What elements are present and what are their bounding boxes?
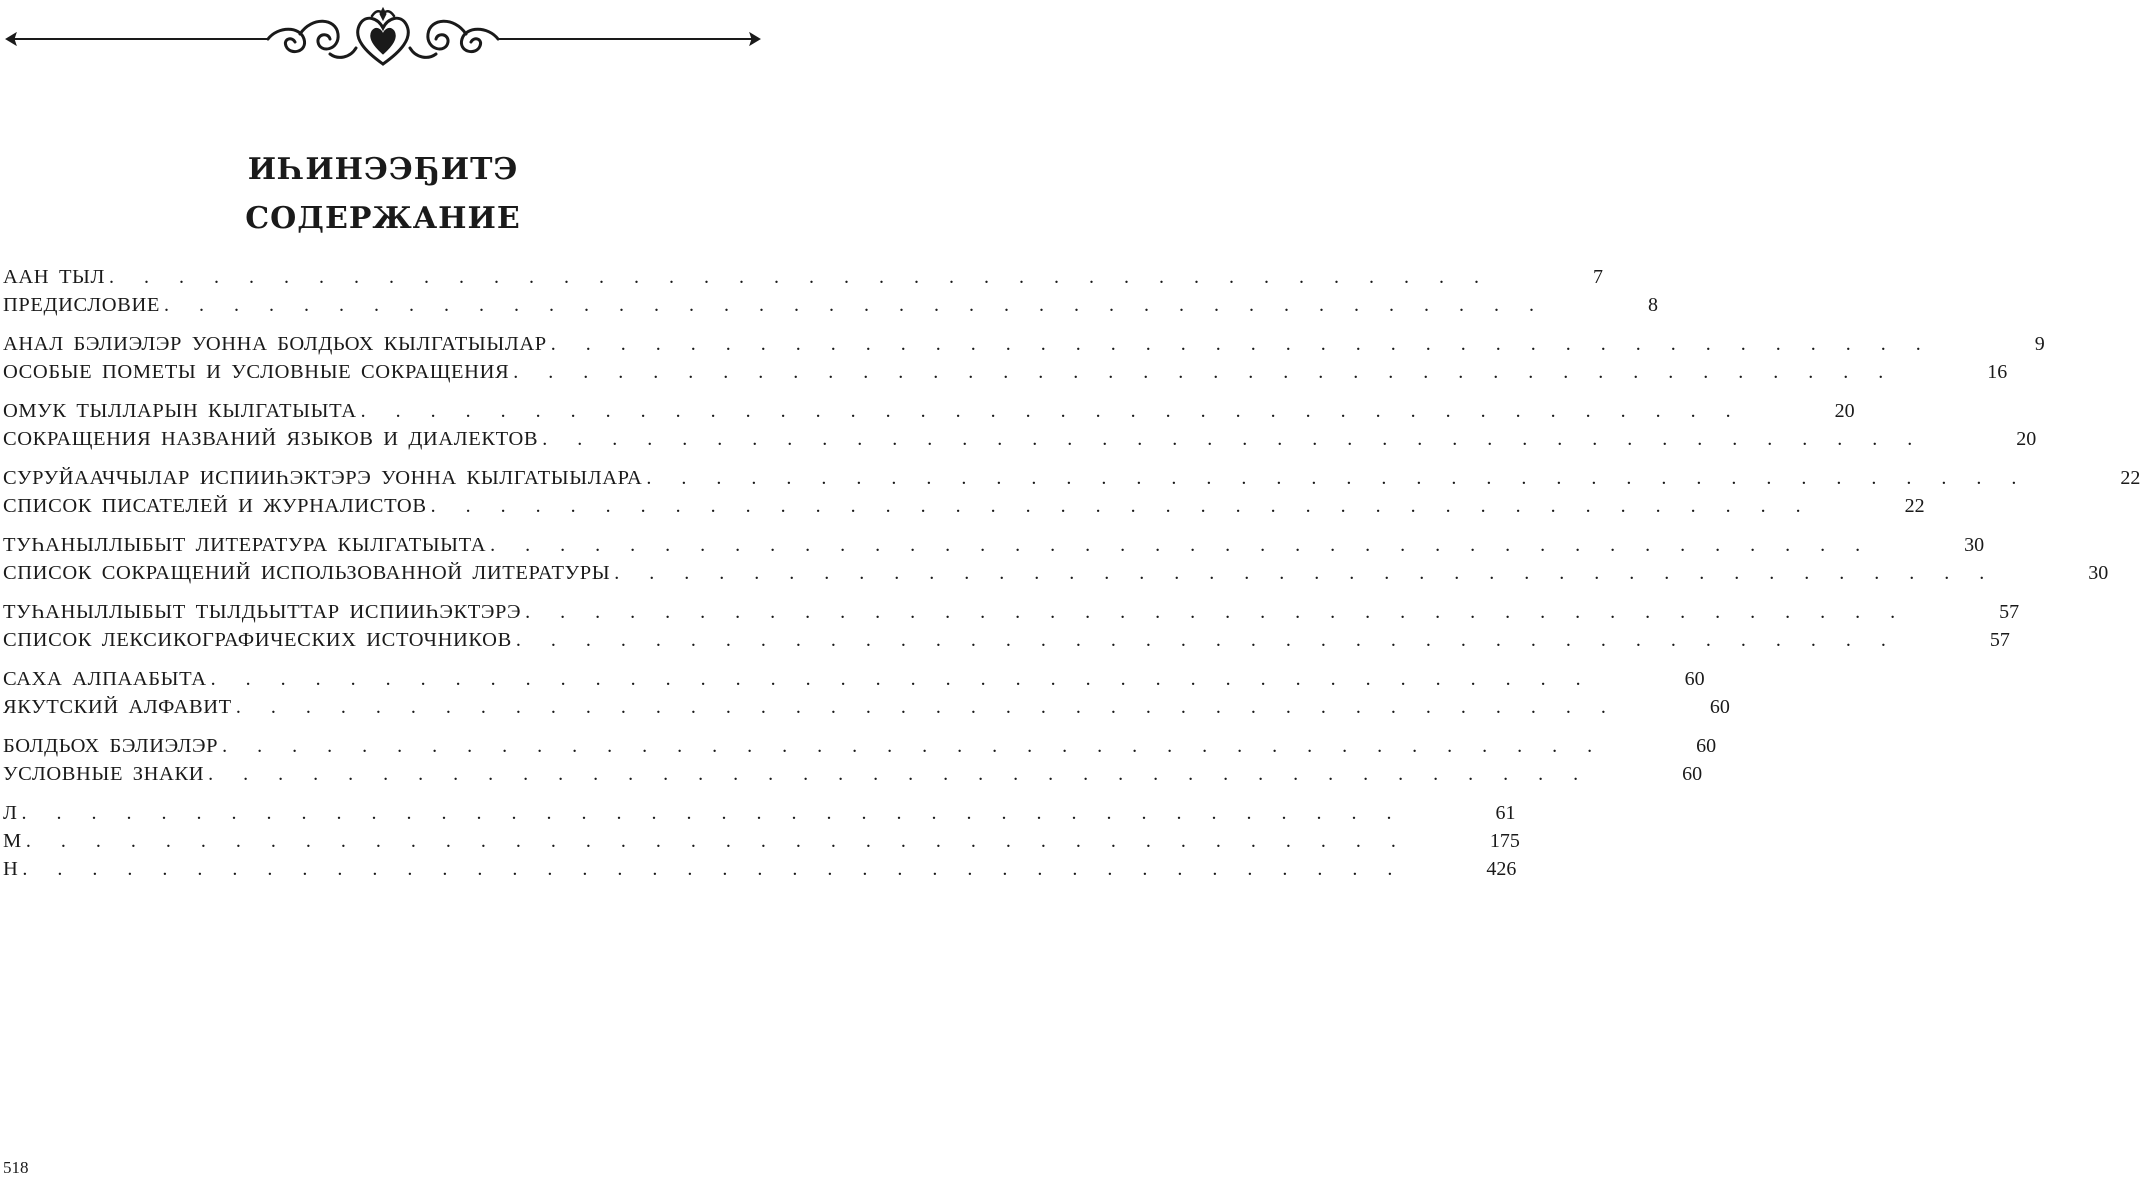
toc-entry (3, 855, 1517, 883)
page-title-sakha: ИҺИНЭЭҔИТЭ (247, 152, 519, 187)
toc-entry-title: ТУҺАНЫЛЛЫБЫТ ТЫЛДЬЫТТАР ИСПИИҺЭКТЭРЭ (3, 601, 522, 623)
toc-entry-title: ТУҺАНЫЛЛЫБЫТ ЛИТЕРАТУРА КЫЛГАТЫЫТА (3, 534, 487, 556)
toc-entry-page: 57 (1989, 629, 2010, 651)
toc-entry-title: СОКРАЩЕНИЯ НАЗВАНИЙ ЯЗЫКОВ И ДИАЛЕКТОВ (3, 428, 539, 450)
toc-entry-title: ААН ТЫЛ (3, 266, 106, 288)
toc-group (3, 263, 1658, 319)
toc-entry-title: М (3, 830, 22, 852)
dot-leader: . . . . . . . . . . . . . . . . . . . . . . . . . . . . . . . . . . . . . . . . (164, 294, 1564, 316)
toc-entry-title: СПИСОК ЛЕКСИКОГРАФИЧЕСКИХ ИСТОЧНИКОВ (3, 629, 512, 651)
toc-entry-page: 60 (1696, 735, 1717, 757)
dot-leader: . . . . . . . . . . . . . . . . . . . . . . . . . . . . . . . . . . . . . . . . (542, 428, 1943, 450)
dot-leader: . . . . . . . . . . . . . . . . . . . . . . . . . . . . . . . . . . . . . . . . (109, 266, 1510, 288)
toc-entry-title: СПИСОК СОКРАЩЕНИЙ ИСПОЛЬЗОВАННОЙ ЛИТЕРАТУРЫ (3, 562, 611, 584)
toc-entry (3, 425, 2037, 453)
toc-entry (3, 626, 2010, 654)
toc-entry (3, 559, 2109, 587)
toc-entry (3, 291, 1658, 319)
table-of-contents (3, 263, 2140, 894)
toc-entry (3, 827, 1520, 855)
dot-leader: . . . . . . . . . . . . . . . . . . . . . . . . . . . . . . . . . . . . . . . . (515, 629, 1916, 651)
toc-entry-title: СУРУЙААЧЧЫЛАР ИСПИИҺЭКТЭРЭ УОННА КЫЛГАТЫЫЛАРА (3, 467, 643, 489)
toc-entry (3, 492, 1925, 520)
toc-entry-page: 30 (2088, 562, 2109, 584)
dot-leader: . . . . . . . . . . . . . . . . . . . . . . . . . . . . . . . . . . . . . . . . (430, 495, 1831, 517)
dot-leader: . . . . . . . . . . . . . . . . . . . . . . . . . . . . . . . . . . . . . . . . (222, 735, 1623, 757)
toc-group (3, 665, 1730, 721)
dot-leader: . . . . . . . . . . . . . . . . . . . . . . . . . . . . . . . . . . . . . . . . (525, 601, 1926, 623)
dot-leader: . . . . . . . . . . . . . . . . . . . . . . . . . . . . . . . . . . . . . . . . (360, 400, 1761, 422)
toc-entry (3, 799, 1516, 827)
toc-entry (3, 531, 1985, 559)
toc-entry (3, 397, 1855, 425)
toc-entry-title: ОМУК ТЫЛЛАРЫН КЫЛГАТЫЫТА (3, 400, 357, 422)
dot-leader: . . . . . . . . . . . . . . . . . . . . . . . . . . . . . . . . . . . . . . . . (25, 830, 1426, 852)
toc-entry-page: 57 (1999, 601, 2020, 623)
page-title-russian: СОДЕРЖАНИЕ (245, 201, 521, 236)
toc-entry-title: ЯКУТСКИЙ АЛФАВИТ (3, 696, 232, 718)
toc-entry-page: 30 (1964, 534, 1985, 556)
dot-leader: . . . . . . . . . . . . . . . . . . . . . . . . . . . . . . . . . . . . . . . . (210, 668, 1611, 690)
toc-entry (3, 598, 2020, 626)
toc-group (3, 598, 2020, 654)
toc-entry-page: 8 (1648, 294, 1658, 316)
page-number: 518 (3, 1158, 29, 1177)
toc-entry-page: 20 (2016, 428, 2037, 450)
toc-entry-page: 60 (1682, 763, 1703, 785)
toc-entry-page: 22 (2120, 467, 2140, 489)
dot-leader: . . . . . . . . . . . . . . . . . . . . . . . . . . . . . . . . . . . . . . . . (22, 858, 1423, 880)
toc-entry-page: 20 (1834, 400, 1855, 422)
dot-leader: . . . . . . . . . . . . . . . . . . . . . . . . . . . . . . . . . . . . . . . . (646, 467, 2047, 489)
toc-entry-title: Л (3, 802, 18, 824)
toc-entry-page: 60 (1684, 668, 1705, 690)
toc-group (3, 531, 2109, 587)
toc-entry-page: 61 (1495, 802, 1516, 824)
dot-leader: . . . . . . . . . . . . . . . . . . . . . . . . . . . . . . . . . . . . . . . . (550, 333, 1951, 355)
toc-group (3, 732, 1717, 788)
toc-group (3, 464, 2140, 520)
toc-entry-page: 22 (1904, 495, 1925, 517)
floral-ornament-icon (0, 4, 766, 70)
dot-leader: . . . . . . . . . . . . . . . . . . . . . . . . . . . . . . . . . . . . . . . . (614, 562, 2015, 584)
toc-entry-page: 60 (1709, 696, 1730, 718)
toc-entry-title: САХА АЛПААБЫТА (3, 668, 207, 690)
toc-entry-page: 7 (1593, 266, 1604, 288)
toc-entry (3, 732, 1717, 760)
toc-entry-title: УСЛОВНЫЕ ЗНАКИ (3, 763, 205, 785)
dot-leader: . . . . . . . . . . . . . . . . . . . . . . . . . . . . . . . . . . . . . . . . (235, 696, 1636, 718)
toc-group (3, 330, 2045, 386)
toc-entry-page: 426 (1486, 858, 1517, 880)
dot-leader: . . . . . . . . . . . . . . . . . . . . . . . . . . . . . . . . . . . . . . . . (208, 763, 1609, 785)
dot-leader: . . . . . . . . . . . . . . . . . . . . . . . . . . . . . . . . . . . . . . . . (21, 802, 1422, 824)
toc-entry (3, 665, 1705, 693)
toc-entry-title: АНАЛ БЭЛИЭЛЭР УОННА БОЛДЬОХ КЫЛГАТЫЫЛАР (3, 333, 547, 355)
toc-entry-title: Н (3, 858, 19, 880)
toc-group (3, 397, 2037, 453)
dot-leader: . . . . . . . . . . . . . . . . . . . . . . . . . . . . . . . . . . . . . . . . (490, 534, 1891, 556)
toc-entry (3, 358, 2008, 386)
toc-entry (3, 464, 2140, 492)
toc-entry-title: БОЛДЬОХ БЭЛИЭЛЭР (3, 735, 219, 757)
toc-entry (3, 760, 1703, 788)
toc-group (3, 799, 1520, 883)
toc-entry-title: ОСОБЫЕ ПОМЕТЫ И УСЛОВНЫЕ СОКРАЩЕНИЯ (3, 361, 510, 383)
toc-entry-title: ПРЕДИСЛОВИЕ (3, 294, 160, 316)
toc-entry-page: 16 (1987, 361, 2008, 383)
toc-entry (3, 263, 1604, 291)
toc-entry-page: 9 (2034, 333, 2045, 355)
toc-entry (3, 693, 1730, 721)
toc-entry-page: 175 (1489, 830, 1520, 852)
toc-entry (3, 330, 2045, 358)
dot-leader: . . . . . . . . . . . . . . . . . . . . . . . . . . . . . . . . . . . . . . . . (513, 361, 1914, 383)
toc-entry-title: СПИСОК ПИСАТЕЛЕЙ И ЖУРНАЛИСТОВ (3, 495, 427, 517)
